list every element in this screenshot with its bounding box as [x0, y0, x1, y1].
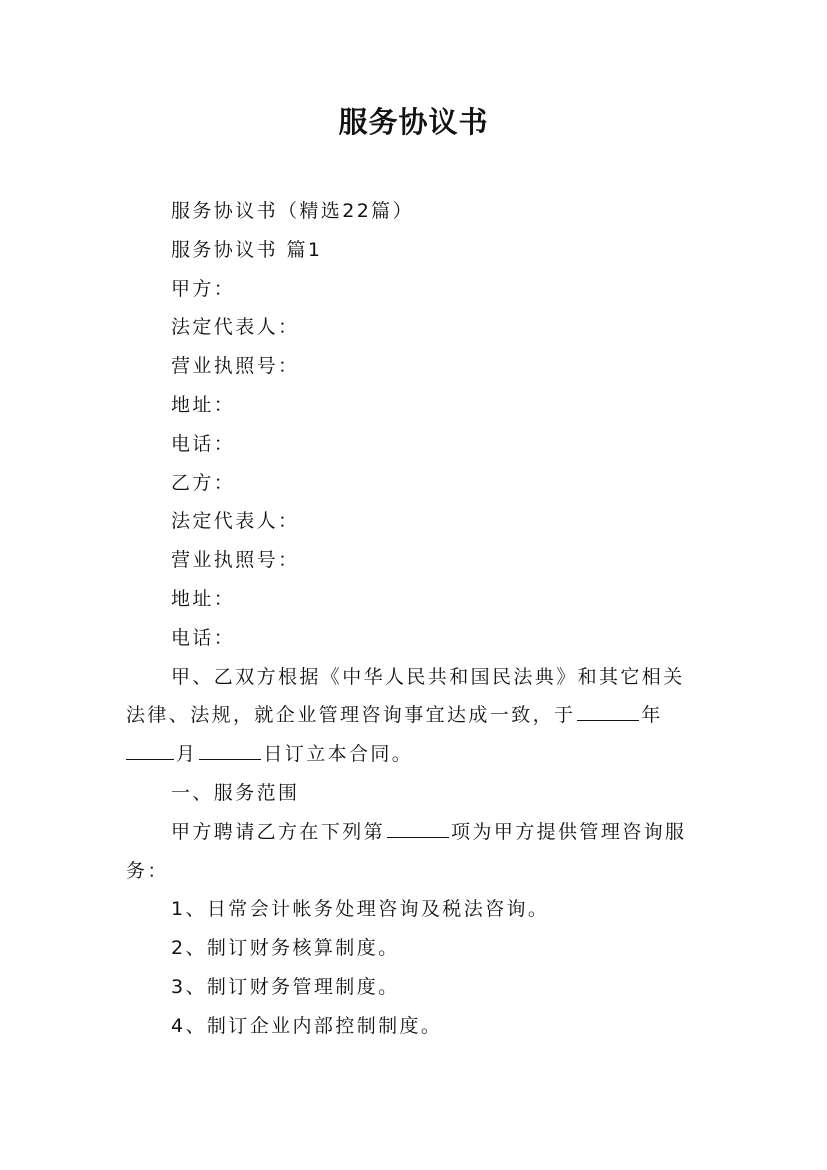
- party-b-address: 地址：: [171, 587, 236, 610]
- section-heading: 服务协议书 篇1: [171, 238, 323, 261]
- month-blank: [126, 741, 174, 760]
- service-item-3: 3、制订财务管理制度。: [171, 975, 400, 998]
- law-paragraph-line-1: 甲、乙双方根据《中华人民共和国民法典》和其它相关: [171, 665, 685, 688]
- party-b-phone: 电话：: [171, 626, 236, 649]
- party-a-license: 营业执照号：: [171, 355, 300, 378]
- party-b-label: 乙方：: [171, 471, 236, 494]
- item-number-blank: [387, 819, 449, 838]
- service-item-4: 4、制订企业内部控制制度。: [171, 1014, 443, 1037]
- party-a-label: 甲方：: [171, 277, 236, 300]
- party-a-phone: 电话：: [171, 432, 236, 455]
- scope-paragraph-line-1: [126, 813, 706, 852]
- month-label: 月: [176, 743, 198, 766]
- party-b-license: 营业执照号：: [171, 549, 300, 572]
- year-label: 年: [641, 704, 663, 727]
- document-body: [126, 192, 706, 1046]
- party-b-representative: 法定代表人：: [171, 510, 300, 533]
- subtitle-line: 服务协议书（精选22篇）: [171, 200, 414, 222]
- service-item-1: 1、日常会计帐务处理咨询及税法咨询。: [171, 898, 550, 921]
- party-a-address: 地址：: [171, 393, 236, 416]
- day-blank: [199, 741, 261, 760]
- law-paragraph-text: 法律、法规，就企业管理咨询事宜达成一致，于: [126, 704, 576, 727]
- law-paragraph-line-2: [126, 696, 706, 735]
- scope-text-a: 甲方聘请乙方在下列第: [171, 820, 386, 843]
- section-1-heading: 一、服务范围: [171, 781, 300, 804]
- law-paragraph-line-3: [126, 735, 706, 774]
- scope-text-b: 项为甲方提供管理咨询服: [451, 820, 687, 843]
- document-title: 服务协议书: [338, 105, 489, 139]
- scope-paragraph-line-2: 务：: [126, 859, 169, 882]
- year-blank: [577, 702, 639, 721]
- party-a-representative: 法定代表人：: [171, 316, 300, 339]
- day-label: 日订立本合同。: [263, 743, 414, 766]
- service-item-2: 2、制订财务核算制度。: [171, 937, 400, 960]
